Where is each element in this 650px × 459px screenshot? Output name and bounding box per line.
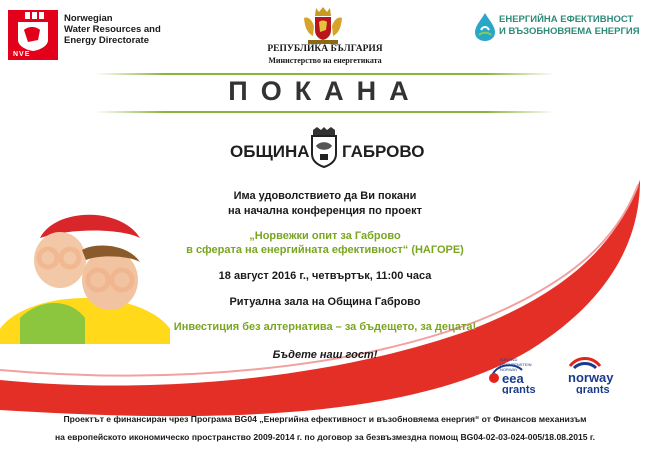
gabrovo-crest-icon [309, 126, 339, 168]
eea-country-1: ICELAND [500, 357, 518, 362]
eea-country-3: NORWAY [500, 367, 518, 372]
project-name-line-1: „Норвежки опит за Габрово [249, 230, 401, 242]
invitation-title: ПОКАНА [228, 76, 422, 106]
energy-efficiency-drop-icon [473, 12, 497, 42]
republic-title: РЕПУБЛИКА БЪЛГАРИЯ [267, 44, 383, 54]
nve-abbreviation: NVE [13, 51, 31, 58]
eea-word: eea [502, 371, 524, 386]
event-venue: Ритуална зала на Община Габрово [229, 296, 421, 308]
bulgarian-coat-of-arms-icon [300, 6, 346, 46]
event-date: 18 август 2016 г., четвъртък, 11:00 часа [218, 270, 432, 282]
norway-word: norway [568, 370, 614, 385]
welcome-text: Бъдете наш гост! [272, 349, 378, 361]
norway-grants-word: grants [576, 384, 610, 394]
funding-note-line-2: на европейското икономическо пространство 2009-2014 г. по договор за безвъзмездна помощ BG04-02-03-024-005/18.08.2015 г. [54, 432, 596, 442]
title-divider-bottom [95, 111, 555, 113]
municipality-name: ГАБРОВО [342, 142, 425, 161]
norway-grants-logo [566, 354, 640, 394]
project-name-line-2: в сферата на енергийната ефективност“ (НАГОРЕ) [186, 244, 464, 256]
municipality-label: ОБЩИНА [230, 142, 310, 161]
title-divider-top [95, 73, 555, 75]
intro-line-2: на начална конференция по проект [228, 205, 422, 217]
slogan: Инвестиция без алтернатива – за бъдещето, за децата! [173, 321, 477, 333]
funding-note-line-1: Проектът е финансиран чрез Програма BG04 „Енергийна ефективност и възобновяема енергия“ от Финансов механизъм [63, 414, 587, 424]
intro-line-1: Има удоволствието да Ви покани [233, 190, 417, 202]
eea-grants-logo [486, 354, 560, 394]
eea-country-2: LIECHTENSTEIN [500, 362, 532, 367]
ministry-name: Министерство на енергетиката [268, 56, 382, 65]
eea-grants-word: grants [502, 384, 536, 394]
energy-program-logo-text: ЕНЕРГИЙНА ЕФЕКТИВНОСТ И ВЪЗОБНОВЯЕМА ЕНЕРГИЯ [499, 14, 640, 37]
nve-organization-name: Norwegian Water Resources and Energy Directorate [64, 13, 161, 46]
